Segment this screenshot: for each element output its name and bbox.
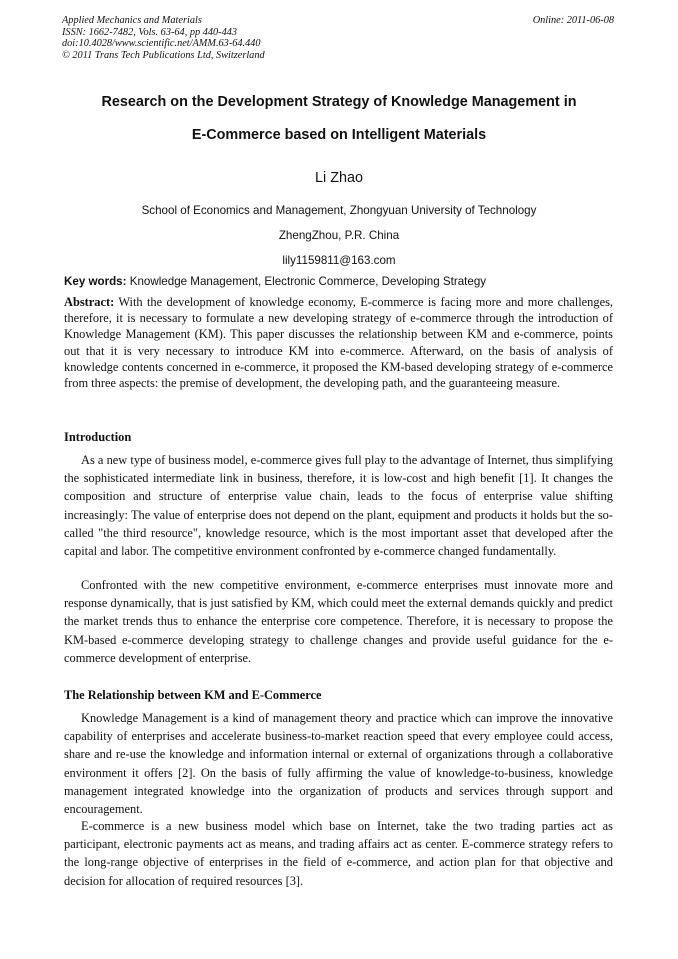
doi-line: doi:10.4028/www.scientific.net/AMM.63-64.440 <box>62 38 261 50</box>
author-location: ZhengZhou, P.R. China <box>278 229 400 242</box>
abstract-label: Abstract: <box>64 295 115 309</box>
author-email: lily1159811@163.com <box>282 254 396 267</box>
intro-paragraph-1: As a new type of business model, e-commerce gives full play to the advantage of Internet, thus simplifying the sophisticated intermediate link in business, therefore, it is low-cost and high benefit [1]. It changes the composition and structure of enterprise value chain, leads to the focus of enterprise value shifting increasingly: The value of enterprise does not depend on the plant, equipment and products it holds but the so-called "the third resource", knowledge resource, which is the most important asset that developed after the capital and labor. The competitive environment confronted by e-commerce changed fundamentally. <box>64 453 613 559</box>
journal-name: Applied Mechanics and Materials <box>62 15 202 26</box>
relationship-paragraph-2: E-commerce is a new business model which base on Internet, take the two trading parties act as participant, electronic payments act as means, and trading affairs act as center. E-commerce strategy refers to the long-range objective of enterprises in the field of e-commerce, and action plan for that objective and decision for allocation of required resources [3]. <box>64 819 613 888</box>
section-heading-introduction: Introduction <box>64 430 132 444</box>
issn-line: ISSN: 1662-7482, Vols. 63-64, pp 440-443 <box>62 26 238 38</box>
keywords-label: Key words: <box>64 275 127 288</box>
abstract-text: With the development of knowledge economy, E-commerce is facing more and more challenges, therefore, it is necessary to formulate a new developing strategy of e-commerce through the introduction of Knowledge Management (KM). This paper discusses the relationship between KM and e-commerce, points out that it is very necessary to introduce KM into e-commerce. Afterward, on the basis of analysis of knowledge contents concerned in e-commerce, it proposed the KM-based developing strategy of e-commerce from three aspects: the premise of development, the developing path, and the guaranteeing measure. <box>64 295 613 391</box>
online-date: Online: 2011-06-08 <box>532 15 614 26</box>
section-heading-relationship: The Relationship between KM and E-Commerce <box>64 688 322 702</box>
paper-title-line-1: Research on the Development Strategy of Knowledge Management in <box>101 94 577 110</box>
author-name: Li Zhao <box>315 170 363 186</box>
author-affiliation: School of Economics and Management, Zhongyuan University of Technology <box>141 204 537 217</box>
keywords <box>64 274 624 289</box>
intro-paragraph-2: Confronted with the new competitive environment, e-commerce enterprises must innovate more and response dynamically, that is just satisfied by KM, which could meet the external demands quickly and predict the market trends thus to enhance the enterprise core competence. Therefore, it is necessary to propose the KM-based e-commerce developing strategy to challenge changes and provide useful guidance for the e-commerce development of enterprise. <box>64 578 613 665</box>
abstract <box>64 294 613 391</box>
copyright-line: © 2011 Trans Tech Publications Ltd, Switzerland <box>62 49 265 61</box>
keywords-text: Knowledge Management, Electronic Commerce, Developing Strategy <box>126 275 487 288</box>
journal-header <box>62 15 265 61</box>
paper-title-line-2: E-Commerce based on Intelligent Materials <box>191 127 487 143</box>
relationship-paragraph-1: Knowledge Management is a kind of management theory and practice which can improve the innovative capability of enterprises and accelerate business-to-market reaction speed that every employee could access, share and re-use the knowledge and information internal or external of organizations through a collaborative environment it offers [2]. On the basis of fully affirming the value of knowledge-to-business, knowledge management integrated knowledge into the organization of products and services through support and encouragement. <box>64 711 613 817</box>
